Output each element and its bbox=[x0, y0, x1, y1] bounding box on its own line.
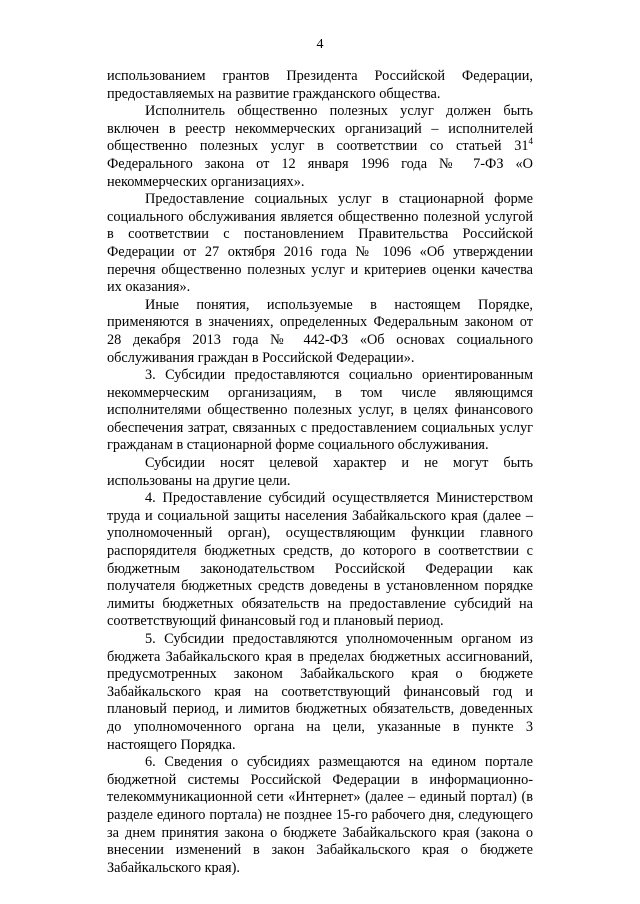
paragraph-grants: использованием грантов Президента Российской Федерации, предоставляемых на развитие гражданского общества. bbox=[107, 68, 533, 102]
registry-text-end: Федерального закона от 12 января 1996 года № 7-ФЗ «О некоммерческих организациях». bbox=[107, 155, 533, 190]
paragraph-registry bbox=[107, 103, 533, 191]
registry-text-start: Исполнитель общественно полезных услуг должен быть включен в реестр некоммерческих организаций – исполнителей общественно полезных услуг в соответствии со статьей 31 bbox=[107, 103, 533, 155]
page-number: 4 bbox=[316, 37, 324, 52]
article-superscript: 4 bbox=[528, 136, 533, 147]
document-body bbox=[107, 68, 533, 877]
paragraph-targeted: Субсидии носят целевой характер и не могут быть использованы на другие цели. bbox=[107, 455, 533, 489]
paragraph-social-services: Предоставление социальных услуг в стационарной форме социального обслуживания является общественно полезной услугой в соответствии с постановлением Правительства Российской Федерации от 27 октября 2016 года № 1096 «Об утверждении перечня общественно полезных услуг и критериев оценки качества их оказания». bbox=[107, 191, 533, 296]
paragraph-item-6: 6. Сведения о субсидиях размещаются на едином портале бюджетной системы Российской Федерации в информационно-телекоммуникационной сети «Интернет» (далее – единый портал) (в разделе единого портала) не позднее 15-го рабочего дня, следующего за днем принятия закона о бюджете Забайкальского края (закона о внесении изменений в закон Забайкальского края о бюджете Забайкальского края). bbox=[107, 754, 533, 876]
paragraph-other-terms: Иные понятия, используемые в настоящем Порядке, применяются в значениях, определенных Федеральным законом от 28 декабря 2013 года № 442-ФЗ «Об основах социального обслуживания граждан в Российской Федерации». bbox=[107, 296, 533, 366]
paragraph-item-4: 4. Предоставление субсидий осуществляется Министерством труда и социальной защиты населения Забайкальского края (далее – уполномоченный орган), осуществляющим функции главного распорядителя бюджетных средств, до которого в соответствии с бюджетным законодательством Российской Федерации как получателя бюджетных средств доведены в установленном порядке лимиты бюджетных обязательств на предоставление субсидий на соответствующий финансовый год и плановый период. bbox=[107, 490, 533, 630]
paragraph-item-3: 3. Субсидии предоставляются социально ориентированным некоммерческим организациям, в том числе являющимся исполнителями общественно полезных услуг, в целях финансового обеспечения затрат, связанных с предоставлением социальных услуг гражданам в стационарной форме социального обслуживания. bbox=[107, 367, 533, 454]
paragraph-item-5: 5. Субсидии предоставляются уполномоченным органом из бюджета Забайкальского края в пределах бюджетных ассигнований, предусмотренных законом Забайкальского края о бюджете Забайкальского края на соответствующий финансовый год и плановый период, и лимитов бюджетных обязательств, доведенных до уполномоченного органа на цели, указанные в пункте 3 настоящего Порядка. bbox=[107, 631, 533, 753]
